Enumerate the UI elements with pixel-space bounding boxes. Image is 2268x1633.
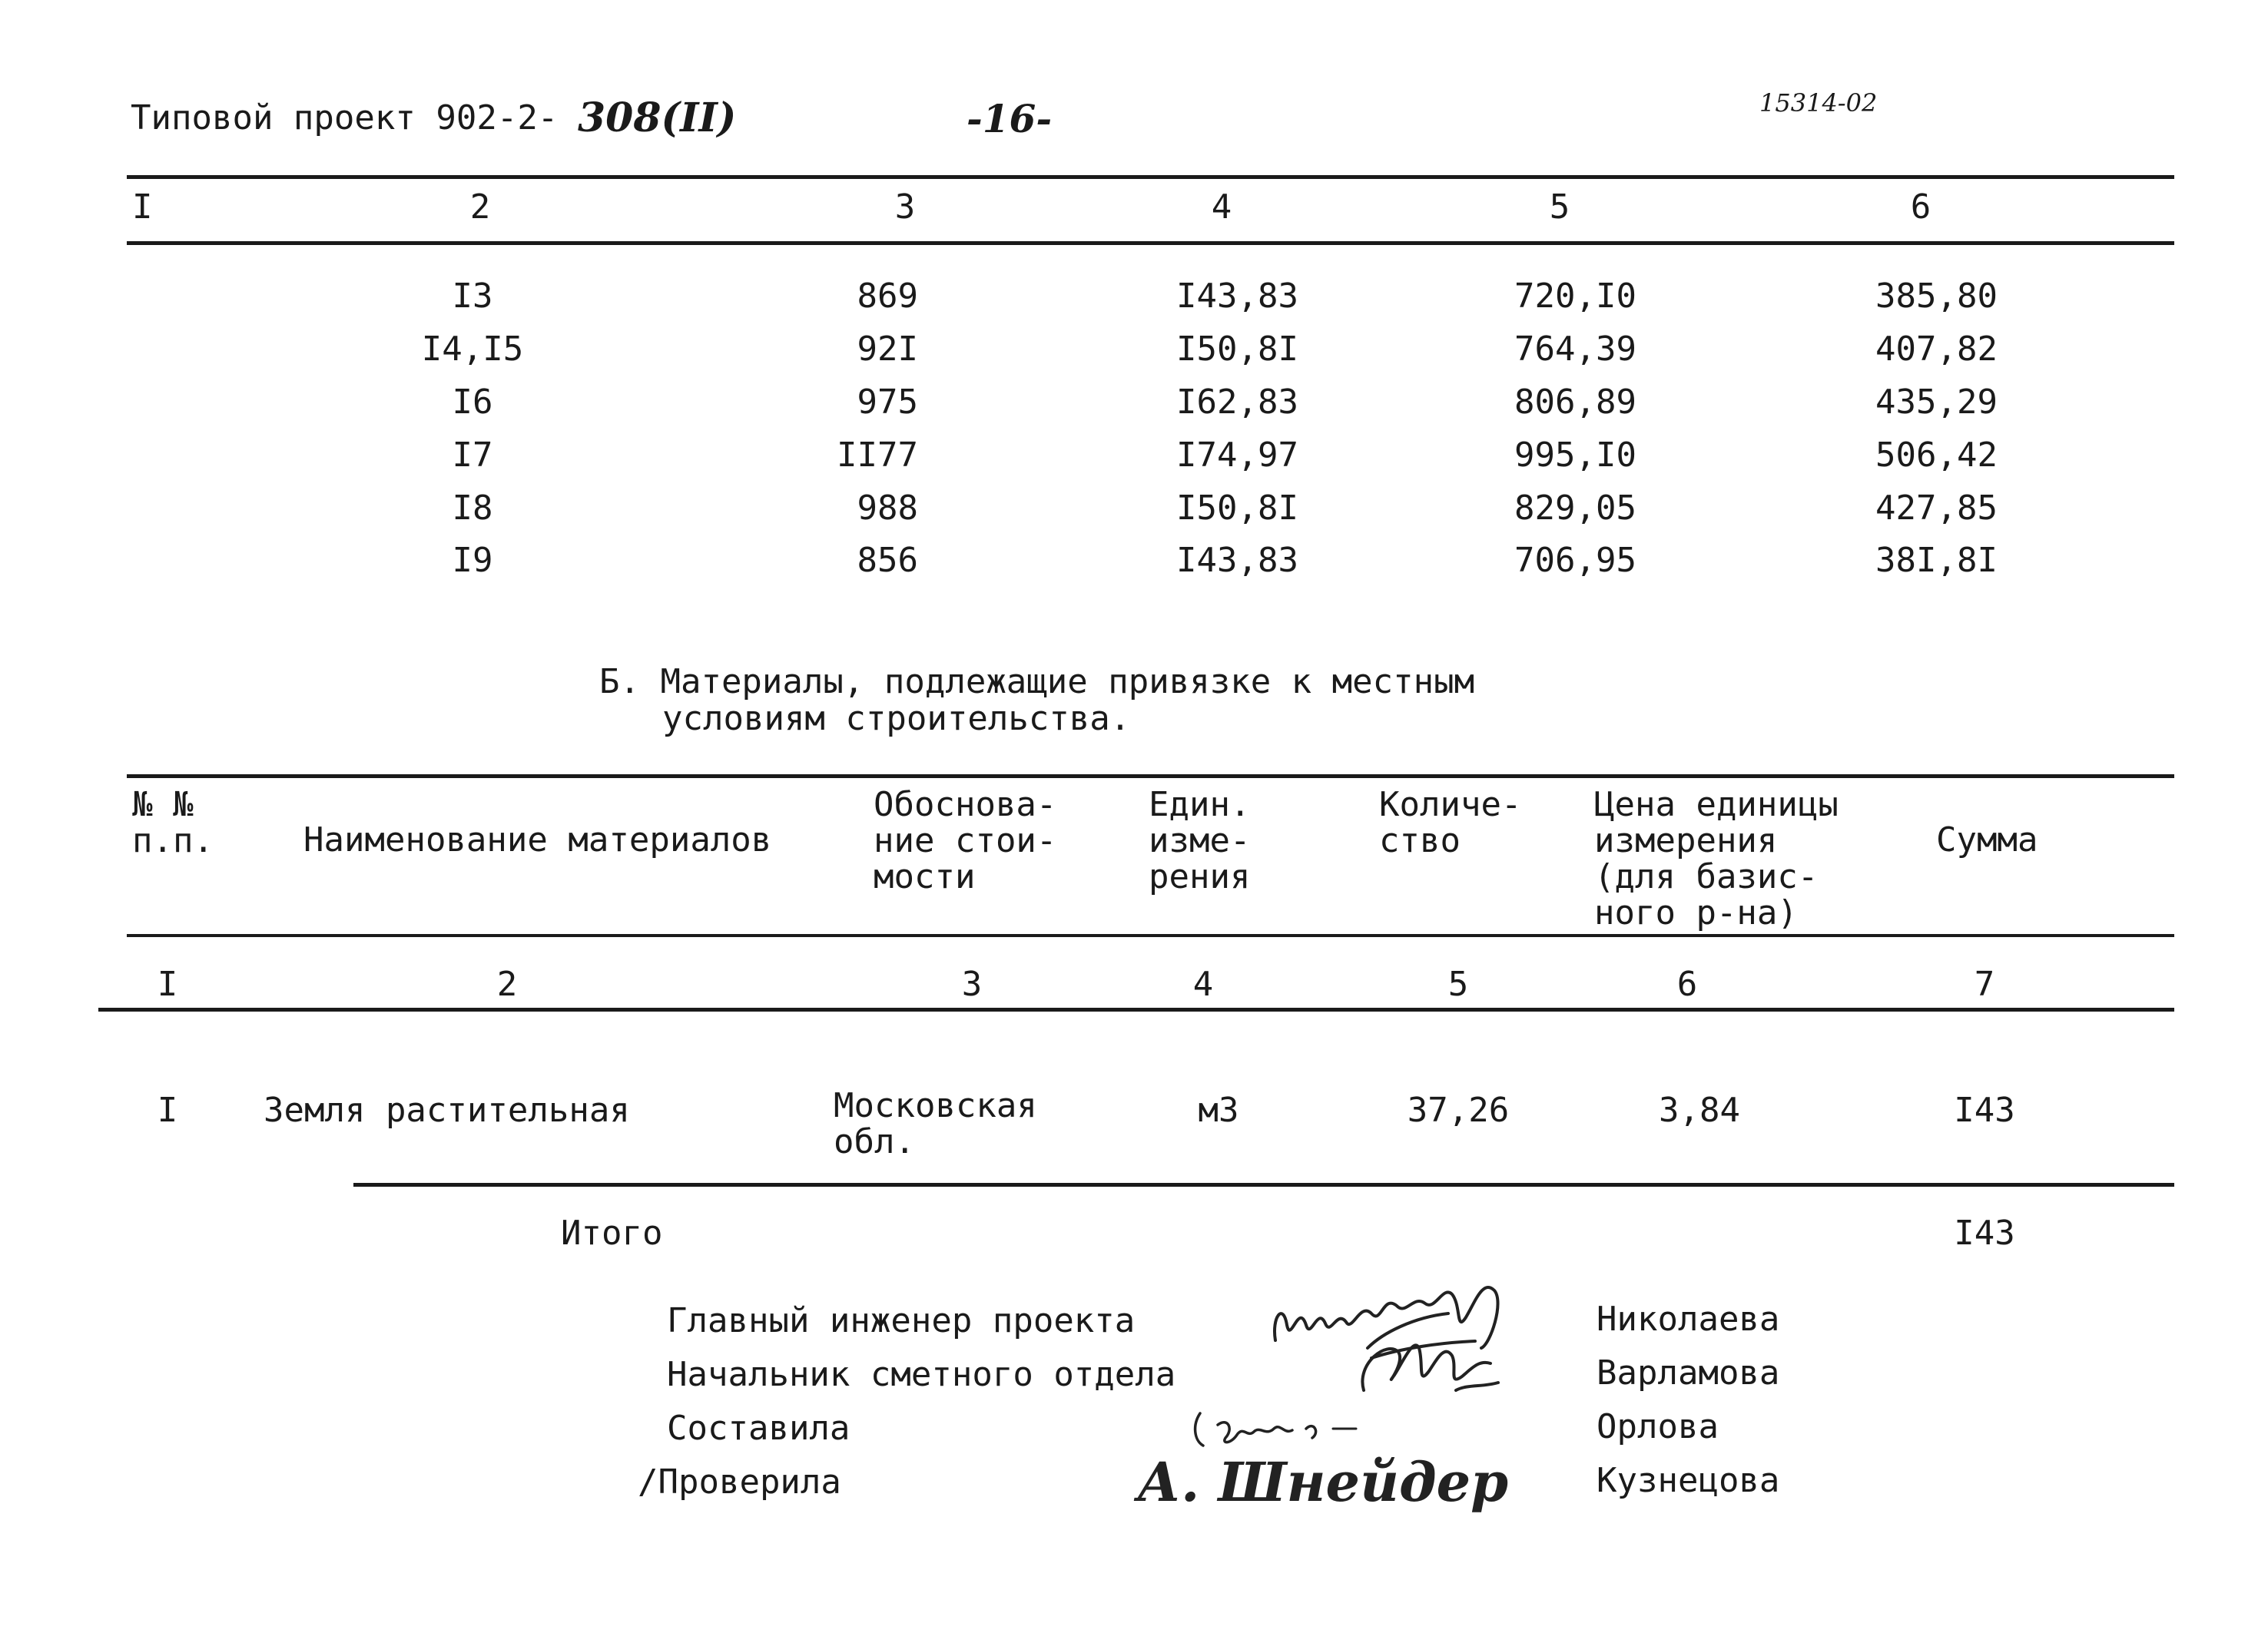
name-nikolaeva: Николаева — [1597, 1300, 1780, 1339]
total-label: Итого — [561, 1214, 663, 1253]
table1-header-rule — [127, 241, 2174, 245]
header-quantity: Количе- ство — [1379, 785, 1522, 860]
column-number: I — [157, 965, 178, 1004]
cell: 975 — [857, 383, 918, 422]
unit: м3 — [1198, 1091, 1239, 1130]
cell: 988 — [857, 489, 918, 528]
table2-bottom-rule — [353, 1183, 2174, 1187]
signature-estimate-head — [1341, 1321, 1510, 1406]
material-name: Земля растительная — [264, 1091, 630, 1130]
cell: I7 — [452, 436, 493, 475]
role-estimate-head: Начальник сметного отдела — [667, 1355, 1176, 1394]
header-number: № № п.п. — [132, 785, 214, 860]
cell: I74,97 — [1176, 436, 1298, 475]
column-number: 4 — [1211, 187, 1232, 227]
signature-checked-by: А. Шнейдер — [1137, 1450, 1509, 1514]
cell: 720,I0 — [1514, 277, 1636, 316]
cell: 806,89 — [1514, 383, 1636, 422]
column-number: 5 — [1447, 965, 1469, 1004]
cell: II77 — [837, 436, 918, 475]
cell: 506,42 — [1875, 436, 1998, 475]
header-cost-basis: Обоснова- ние стои- мости — [874, 785, 1057, 896]
row-sum: I43 — [1954, 1091, 2015, 1130]
table2-header-rule — [127, 934, 2174, 937]
column-number: I — [132, 187, 153, 227]
cell: 38I,8I — [1875, 541, 1998, 580]
total-value: I43 — [1954, 1214, 2015, 1253]
column-number: 5 — [1549, 187, 1570, 227]
cell: 995,I0 — [1514, 436, 1636, 475]
cell: 92I — [857, 330, 918, 369]
header-material-name: Наименование материалов — [303, 820, 772, 860]
role-compiled-by: Составила — [667, 1409, 850, 1448]
document-code: 15314-02 — [1759, 88, 1878, 118]
column-number: 3 — [961, 965, 983, 1004]
cell: I3 — [452, 277, 493, 316]
cell: I43,83 — [1176, 541, 1298, 580]
name-orlova: Орлова — [1597, 1407, 1719, 1446]
column-number: 3 — [894, 187, 916, 227]
cell: 385,80 — [1875, 277, 1998, 316]
cell: 427,85 — [1875, 489, 1998, 528]
row-number: I — [157, 1091, 178, 1130]
column-number: 6 — [1676, 965, 1698, 1004]
column-number: 7 — [1974, 965, 1995, 1004]
cell: 856 — [857, 541, 918, 580]
table2-numbers-rule — [98, 1008, 2174, 1012]
column-number: 2 — [496, 965, 518, 1004]
cell: 869 — [857, 277, 918, 316]
unit-price: 3,84 — [1659, 1091, 1740, 1130]
column-number: 4 — [1192, 965, 1214, 1004]
column-number: 2 — [469, 187, 491, 227]
table1-top-rule — [127, 175, 2174, 179]
role-chief-engineer: Главный инженер проекта — [667, 1301, 1136, 1340]
cell: I6 — [452, 383, 493, 422]
cost-basis: Московская обл. — [834, 1086, 1037, 1161]
project-label: Типовой проект 902-2- — [131, 98, 559, 137]
name-kuznetsova: Кузнецова — [1597, 1461, 1780, 1500]
page-number: -16- — [967, 96, 1053, 141]
cell: I50,8I — [1176, 489, 1298, 528]
role-checked-by: /Проверила — [638, 1462, 841, 1502]
section-b-title-line2: условиям строительства. — [662, 699, 1131, 738]
column-number: 6 — [1910, 187, 1931, 227]
cell: I4,I5 — [421, 330, 524, 369]
header-unit: Един. изме- рения — [1149, 785, 1251, 896]
cell: 407,82 — [1875, 330, 1998, 369]
quantity: 37,26 — [1407, 1091, 1510, 1130]
cell: 764,39 — [1514, 330, 1636, 369]
cell: I43,83 — [1176, 277, 1298, 316]
cell: I9 — [452, 541, 493, 580]
cell: 435,29 — [1875, 383, 1998, 422]
name-varlamova: Варламова — [1597, 1353, 1780, 1393]
cell: I62,83 — [1176, 383, 1298, 422]
cell: 706,95 — [1514, 541, 1636, 580]
header-sum: Сумма — [1936, 820, 2038, 860]
header-unit-price: Цена единицы измерения (для базис- ного р-на) — [1594, 785, 1839, 932]
cell: I8 — [452, 489, 493, 528]
project-number-handwritten: 308(II) — [578, 94, 737, 141]
table2-top-rule — [127, 774, 2174, 778]
section-b-title-line1: Б. Материалы, подлежащие привязке к местным — [599, 662, 1475, 701]
cell: I50,8I — [1176, 330, 1298, 369]
cell: 829,05 — [1514, 489, 1636, 528]
